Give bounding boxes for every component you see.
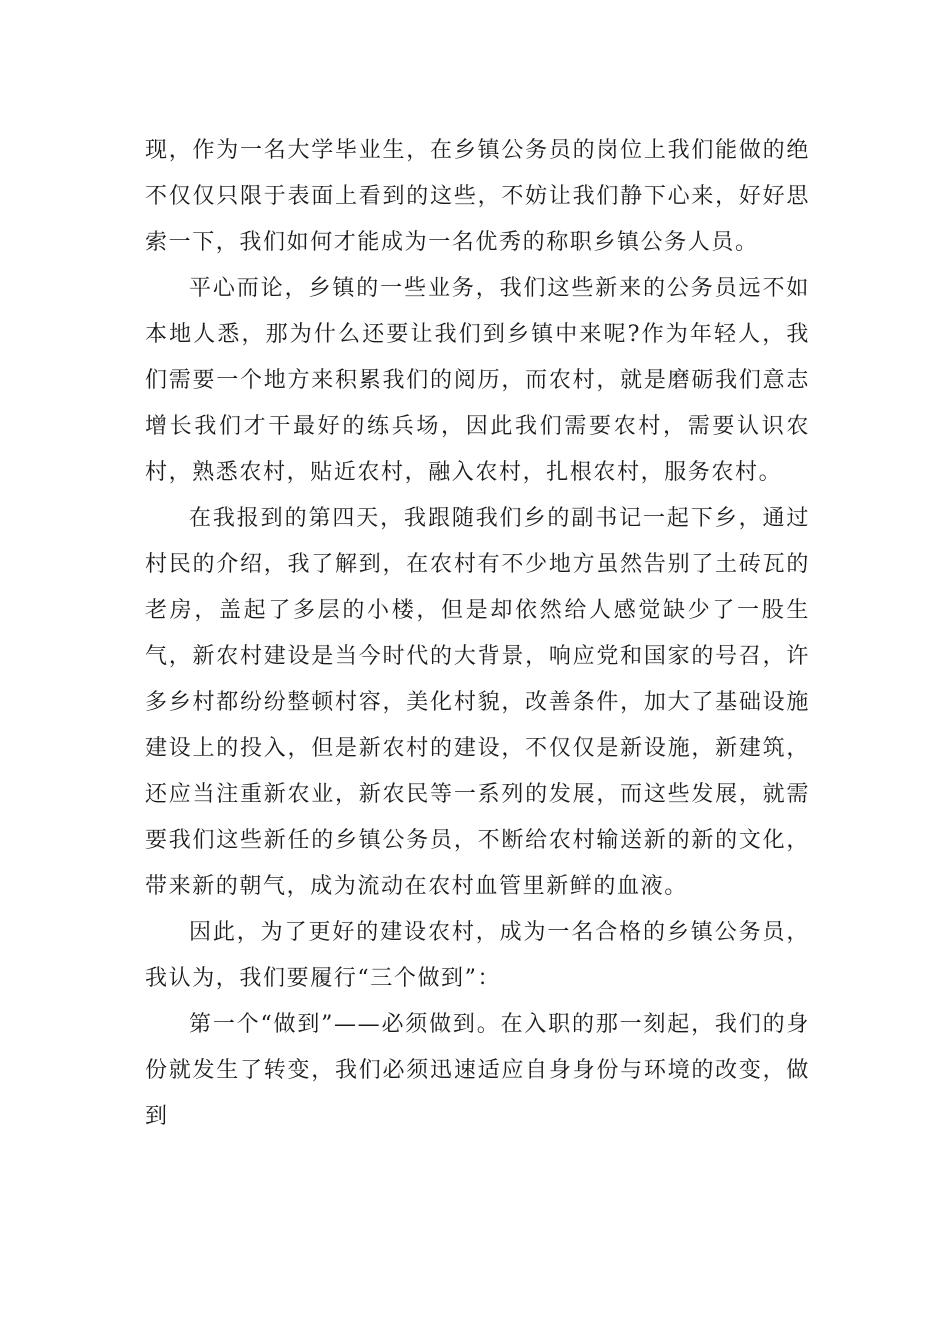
paragraph-3: 在我报到的第四天，我跟随我们乡的副书记一起下乡，通过村民的介绍，我了解到，在农村有不少地方虽然告别了土砖瓦的老房，盖起了多层的小楼，但是却依然给人感觉缺少了一股生气，新农村建设是当今时代的大背景，响应党和国家的号召，许多乡村都纷纷整顿村容，美化村貌，改善条件，加大了基础设施建设上的投入，但是新农村的建设，不仅仅是新设施，新建筑，还应当注重新农业，新农民等一系列的发展，而这些发展，就需要我们这些新任的乡镇公务员，不断给农村输送新的新的文化，带来新的朝气，成为流动在农村血管里新鲜的血液。 (145, 506, 810, 899)
paragraph-1: 现，作为一名大学毕业生，在乡镇公务员的岗位上我们能做的绝不仅仅只限于表面上看到的这些，不妨让我们静下心来，好好思索一下，我们如何才能成为一名优秀的称职乡镇公务人员。 (145, 138, 810, 255)
document-body (145, 128, 810, 1140)
paragraph-2: 平心而论，乡镇的一些业务，我们这些新来的公务员远不如本地人悉，那为什么还要让我们到乡镇中来呢?作为年轻人，我们需要一个地方来积累我们的阅历，而农村，就是磨砺我们意志增长我们才干最好的练兵场，因此我们需要农村，需要认识农村，熟悉农村，贴近农村，融入农村，扎根农村，服务农村。 (145, 276, 810, 485)
paragraph-5: 第一个“做到”——必须做到。在入职的那一刻起，我们的身份就发生了转变，我们必须迅速适应自身身份与环境的改变，做到 (145, 1012, 810, 1129)
paragraph-4: 因此，为了更好的建设农村，成为一名合格的乡镇公务员，我认为，我们要履行“三个做到”： (145, 920, 810, 991)
